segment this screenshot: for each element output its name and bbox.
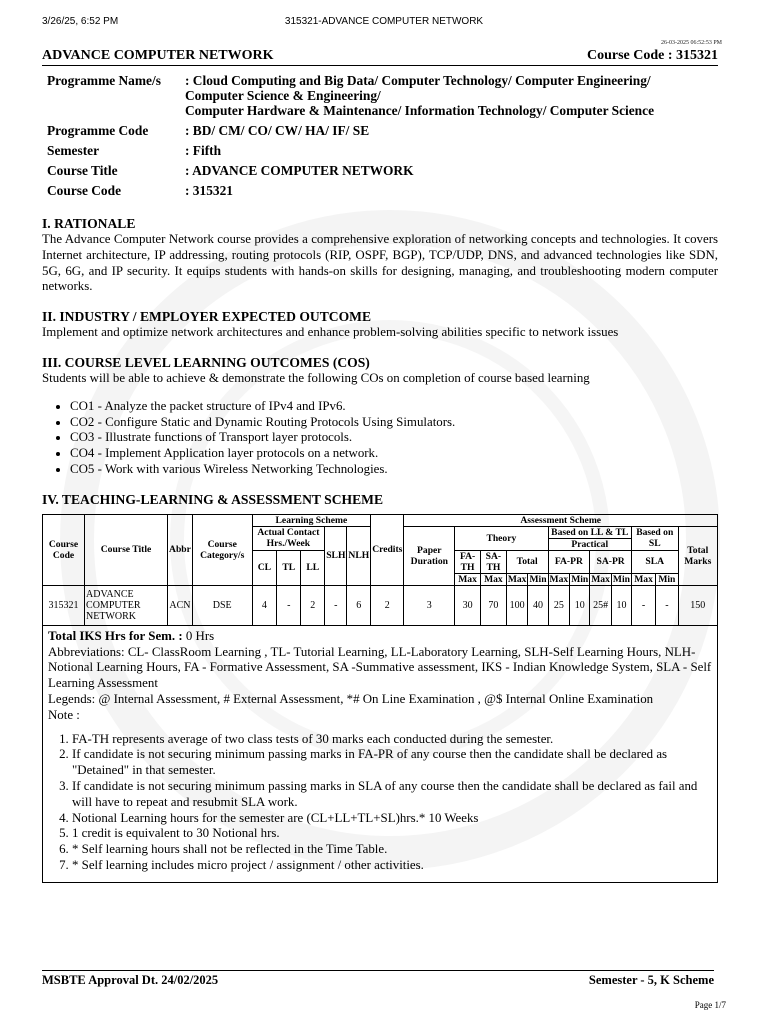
th-actual-contact: Actual Contact Hrs./Week: [252, 526, 325, 550]
table-cell: -: [277, 585, 301, 625]
meta-label: Semester: [47, 143, 100, 158]
meta-value: : ADVANCE COMPUTER NETWORK: [185, 163, 414, 178]
th-fa-th: FA-TH: [455, 550, 481, 573]
th-credits: Credits: [371, 514, 404, 585]
th-tl: TL: [277, 550, 301, 585]
th-based-sl: Based on SL: [631, 526, 678, 550]
th-nlh: NLH: [347, 526, 371, 585]
th-ll: LL: [301, 550, 325, 585]
document-page: [42, 48, 718, 883]
list-item: 5. 1 credit is equivalent to 30 Notional hrs.: [72, 826, 712, 842]
meta-row-programme-names: [42, 72, 718, 122]
list-item: 3. If candidate is not securing minimum passing marks in SLA of any course then the candidate shall be declared as fail and will have to repeat and resubmit SLA work.: [72, 779, 712, 811]
table-cell: 2: [301, 585, 325, 625]
table-cell: 6: [347, 585, 371, 625]
table-cell: 10: [570, 585, 590, 625]
print-header: [42, 16, 726, 30]
abbreviations-text: Abbreviations: CL- ClassRoom Learning , TL- Tutorial Learning, LL-Laboratory Learning, SLH-Self Learning Hours, NLH-Notional Learning Hours, FA - Formative Assessment, SA -Summative assessment, IKS - Indian Knowledge System, SLA - Self Learning Assessment: [48, 644, 712, 691]
th-slh: SLH: [325, 526, 347, 585]
page-footer: [42, 970, 714, 988]
table-cell: 10: [611, 585, 631, 625]
scheme-table: [42, 514, 718, 626]
th-sla: SLA: [631, 550, 678, 573]
outcome-heading: II. INDUSTRY / EMPLOYER EXPECTED OUTCOME: [42, 309, 372, 325]
th-min: Min: [656, 573, 678, 585]
th-fa-pr: FA-PR: [548, 550, 590, 573]
th-min: Min: [612, 573, 630, 585]
title-bar: [42, 48, 718, 66]
course-name-title: ADVANCE COMPUTER NETWORK: [42, 48, 274, 63]
cos-intro: Students will be able to achieve & demonstrate the following COs on completion of course based learning: [42, 370, 590, 385]
list-item: • CO3 - Illustrate functions of Transport layer protocols.: [70, 430, 718, 446]
table-cell: 30: [455, 585, 481, 625]
meta-row-programme-code: [42, 122, 718, 142]
table-cell: 150: [678, 585, 717, 625]
th-max: Max: [549, 573, 569, 585]
list-item: • CO2 - Configure Static and Dynamic Routing Protocols Using Simulators.: [70, 415, 718, 431]
notes-list: [48, 732, 712, 874]
th-min: Min: [529, 573, 547, 585]
list-item: 4. Notional Learning hours for the semester are (CL+LL+TL+SL)hrs.* 10 Weeks: [72, 811, 712, 827]
table-cell: 25: [548, 585, 570, 625]
iks-line: [48, 629, 712, 645]
th-based-ll-tl: Based on LL & TL: [548, 526, 631, 538]
course-meta-table: [42, 72, 718, 202]
rationale-heading: I. RATIONALE: [42, 216, 136, 231]
print-doc-title: 315321-ADVANCE COMPUTER NETWORK: [284, 16, 484, 27]
meta-value-line: : Cloud Computing and Big Data/ Computer Technology/ Computer Engineering/: [185, 73, 651, 88]
table-cell: 40: [528, 585, 548, 625]
list-item: 7. * Self learning includes micro project / assignment / other activities.: [72, 858, 712, 874]
semester-scheme: Semester - 5, K Scheme: [588, 973, 714, 987]
meta-label: Course Title: [47, 163, 118, 178]
meta-value: [185, 72, 718, 122]
list-item: • CO4 - Implement Application layer protocols on a network.: [70, 446, 718, 462]
th-paper-duration: Paper Duration: [404, 526, 455, 585]
notes-box: [42, 626, 718, 883]
page-number: Page 1/7: [694, 1000, 726, 1010]
th-practical: Practical: [548, 538, 631, 550]
print-datetime: 3/26/25, 6:52 PM: [42, 16, 119, 27]
th-course-code: Course Code: [43, 514, 85, 585]
rationale-text: The Advance Computer Network course provides a comprehensive exploration of networking concepts and technologies. It covers Internet architecture, IP addressing, routing protocols (RIP, OSPF, BGP), TCP/UDP, DNS, and advanced technologies like SDN, 5G, 6G, and IP security. It equips students with hands-on skills for designing, managing, and troubleshooting modern computer networks.: [42, 232, 718, 294]
iks-value: 0 Hrs: [182, 628, 215, 643]
table-row: [43, 585, 718, 625]
list-item: 6. * Self learning hours shall not be reflected in the Time Table.: [72, 842, 712, 858]
table-cell: -: [325, 585, 347, 625]
scheme-heading: IV. TEACHING-LEARNING & ASSESSMENT SCHEME: [42, 491, 384, 507]
th-course-title: Course Title: [85, 514, 168, 585]
approval-date: MSBTE Approval Dt. 24/02/2025: [42, 973, 219, 987]
meta-value: : Fifth: [185, 143, 222, 158]
table-cell: 25#: [590, 585, 612, 625]
cos-heading: III. COURSE LEVEL LEARNING OUTCOMES (COS): [42, 354, 370, 370]
th-total: Total: [506, 550, 548, 573]
outcome-text: Implement and optimize network architectures and enhance problem-solving abilities specific to network issues: [42, 325, 619, 340]
meta-value: : BD/ CM/ CO/ CW/ HA/ IF/ SE: [185, 123, 370, 138]
table-cell: -: [656, 585, 678, 625]
meta-label: Course Code: [47, 183, 122, 198]
list-item: 2. If candidate is not securing minimum passing marks in FA-PR of any course then the candidate shall be declared as "Detained" in that semester.: [72, 747, 712, 779]
list-item: 1. FA-TH represents average of two class tests of 30 marks each conducted during the semester.: [72, 732, 712, 748]
table-cell: DSE: [192, 585, 252, 625]
table-cell: ACN: [168, 585, 193, 625]
th-learning-scheme: Learning Scheme: [252, 514, 371, 526]
list-item: • CO5 - Work with various Wireless Networking Technologies.: [70, 462, 718, 478]
th-max: Max: [631, 573, 655, 585]
table-cell: 100: [506, 585, 528, 625]
legends-text: Legends: @ Internal Assessment, # External Assessment, *# On Line Examination , @$ Internal Online Examination: [48, 691, 654, 706]
th-total-marks: Total Marks: [678, 526, 717, 585]
meta-value-line: Computer Hardware & Maintenance/ Information Technology/ Computer Science: [185, 103, 655, 118]
meta-label: Programme Name/s: [47, 73, 161, 88]
th-max: Max: [591, 573, 610, 585]
th-min: Min: [571, 573, 589, 585]
th-sa-pr: SA-PR: [590, 550, 632, 573]
meta-row-semester: [42, 142, 718, 162]
th-cl: CL: [252, 550, 277, 585]
table-cell: 4: [252, 585, 277, 625]
th-max: Max: [480, 573, 506, 585]
note-label: Note :: [48, 707, 80, 722]
th-theory: Theory: [455, 526, 548, 550]
th-category: Course Category/s: [192, 514, 252, 585]
th-assessment-scheme: Assessment Scheme: [404, 514, 718, 526]
list-item: • CO1 - Analyze the packet structure of IPv4 and IPv6.: [70, 399, 718, 415]
table-cell: 2: [371, 585, 404, 625]
meta-value-line: Computer Science & Engineering/: [185, 88, 381, 103]
meta-row-course-title: [42, 162, 718, 182]
table-cell: 315321: [43, 585, 85, 625]
table-cell: 3: [404, 585, 455, 625]
th-max: Max: [455, 573, 481, 585]
table-cell: ADVANCE COMPUTER NETWORK: [85, 585, 168, 625]
th-sa-th: SA-TH: [480, 550, 506, 573]
meta-value: : 315321: [185, 183, 233, 198]
th-max: Max: [507, 573, 527, 585]
meta-row-course-code: [42, 182, 718, 202]
th-abbr: Abbr: [168, 514, 193, 585]
cos-list: [42, 399, 718, 478]
table-cell: 70: [480, 585, 506, 625]
generated-timestamp: 26-03-2025 06:52:53 PM: [660, 40, 722, 46]
iks-label: Total IKS Hrs for Sem. :: [48, 628, 183, 643]
table-cell: -: [631, 585, 655, 625]
meta-label: Programme Code: [47, 123, 149, 138]
course-code-title: Course Code : 315321: [586, 48, 718, 63]
